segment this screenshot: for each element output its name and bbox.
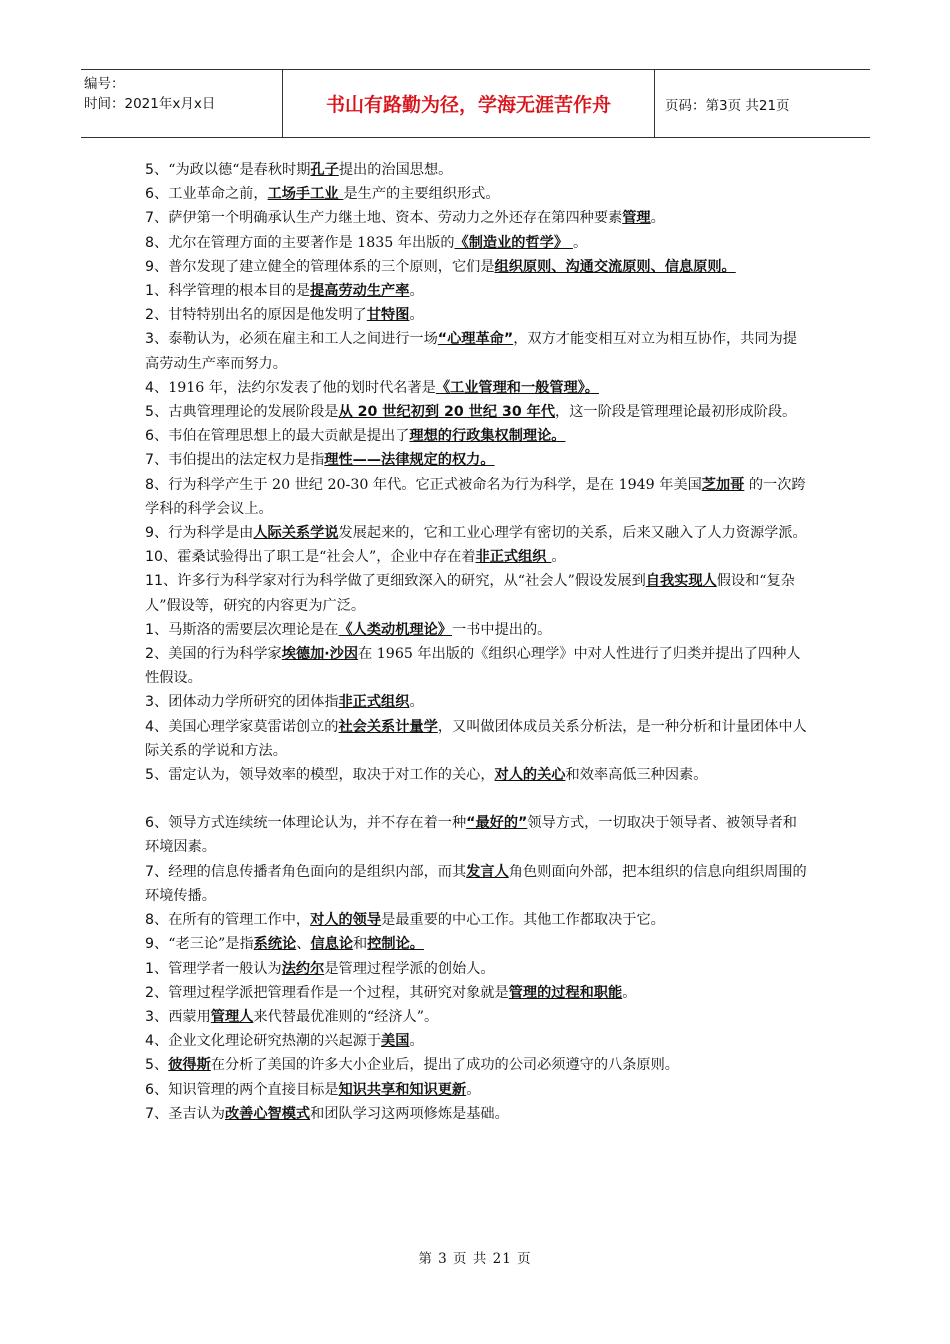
question-text: 假设和“复杂人”假设等，研究的内容更为广泛。: [145, 573, 795, 614]
question-text: 韦伯提出的法定权力是指: [168, 452, 325, 469]
answer-text: 理性——法律规定的权力。: [324, 452, 495, 469]
question-item: [145, 279, 810, 303]
question-item: [145, 158, 810, 182]
question-text: ，这一阶段是管理理论最初形成阶段。: [555, 404, 797, 421]
question-text: 在分析了美国的许多大小企业后，提出了成功的公司必须遵守的八条原则。: [210, 1057, 679, 1074]
question-item: [145, 424, 810, 448]
item-number: 2、: [145, 307, 169, 324]
question-text: 普尔发现了建立健全的管理体系的三个原则，它们是: [168, 258, 495, 275]
question-item: [145, 811, 810, 859]
answer-text: 管理人: [210, 1008, 254, 1025]
item-number: 8、: [145, 234, 169, 251]
question-item: [145, 957, 810, 981]
question-text: 角色则面向外部，把本组织的信息向组织周围的环境传播。: [145, 863, 807, 904]
question-item: [145, 473, 810, 521]
question-item: [145, 400, 810, 424]
header-meta: [81, 70, 282, 137]
item-number: 1、: [145, 283, 169, 300]
answer-text: 《制造业的哲学》: [454, 234, 573, 251]
item-number: 3、: [145, 1008, 169, 1025]
answer-text: “心理革命”: [437, 331, 514, 348]
blank-line: [145, 787, 810, 811]
question-text: 领导方式连续统一体理论认为，并不存在着一种: [168, 815, 467, 832]
question-item: [145, 690, 810, 714]
question-item: [145, 618, 810, 642]
question-item: [145, 1005, 810, 1029]
item-number: 1、: [145, 960, 169, 977]
item-number: 6、: [145, 186, 169, 203]
answer-text: 《人类动机理论》: [338, 621, 452, 638]
answer-text: 《工业管理和一般管理》。: [435, 379, 599, 396]
question-text: 。: [622, 984, 637, 1001]
question-item: [145, 932, 810, 956]
answer-text: 甘特图: [366, 307, 410, 324]
question-text: 韦伯在管理思想上的最大贡献是提出了: [168, 428, 410, 445]
question-text: ，双方才能变相互对立为相互协作，共同为提高劳动生产率而努力。: [145, 331, 797, 372]
header-motto: 书山有路勤为径，学海无涯苦作舟: [282, 70, 655, 137]
question-item: [145, 715, 810, 763]
question-text: 管理学者一般认为: [168, 960, 282, 977]
question-item: [145, 1029, 810, 1053]
question-text: 西蒙用: [168, 1008, 211, 1025]
page-header: [81, 69, 870, 138]
question-text: 。: [551, 549, 566, 566]
question-item: [145, 545, 810, 569]
question-text: 提出的治国思想。: [338, 162, 453, 178]
question-text: 霍桑试验得出了职工是“社会人”，企业中存在着: [177, 549, 476, 566]
question-text: “为政以德“是春秋时期: [168, 162, 311, 178]
document-time-label: 时间：2021年x月x日: [84, 96, 216, 112]
question-text: 是最重要的中心工作。其他工作都取决于它。: [381, 912, 665, 929]
answer-text: 芝加哥: [701, 476, 745, 493]
answer-text: 法约尔: [281, 960, 325, 977]
question-text: 许多行为科学家对行为科学做了更细致深入的研究，从“社会人”假设发展到: [177, 573, 646, 590]
answer-text: 发言人: [466, 863, 509, 880]
question-text: 。: [466, 1081, 481, 1098]
item-number: 3、: [145, 331, 169, 348]
question-text: 一书中提出的。: [452, 621, 552, 638]
question-text: 团体动力学所研究的团体指: [168, 694, 339, 711]
question-text: 雷定认为，领导效率的模型，取决于对工作的关心，: [168, 767, 495, 784]
question-text: 行为科学是由: [168, 525, 254, 542]
question-text: 是管理过程学派的创始人。: [324, 960, 495, 977]
item-number: 5、: [145, 404, 169, 421]
answer-text: 系统论: [253, 936, 297, 953]
item-number: 1、: [145, 621, 169, 638]
answer-text: 对人的领导: [310, 912, 382, 929]
question-text: 行为科学产生于 20 世纪 20-30 年代。它正式被命名为行为科学，是在 1949 年美国: [168, 476, 702, 493]
item-number: 2、: [145, 984, 169, 1001]
page-footer: 第 3 页 共 21 页: [418, 1251, 532, 1267]
question-text: 马斯洛的需要层次理论是在: [168, 621, 339, 638]
document-number-label: 编号：: [84, 76, 125, 92]
question-item: [145, 182, 810, 206]
question-item: [145, 1053, 810, 1077]
question-text: 。: [650, 210, 665, 227]
question-item: [145, 569, 810, 617]
answer-text: 控制论。: [367, 936, 424, 953]
answer-text: 工场手工业: [267, 186, 344, 203]
item-number: 3、: [145, 694, 169, 711]
item-number: 4、: [145, 379, 169, 396]
answer-text: 理想的行政集权制理论。: [409, 428, 566, 445]
question-text: “老三论”是指: [168, 936, 254, 953]
question-item: [145, 860, 810, 908]
question-text: 美国心理学家莫雷诺创立的: [168, 718, 339, 735]
item-number: 6、: [145, 428, 169, 445]
item-number: 4、: [145, 1033, 169, 1050]
item-number: 8、: [145, 476, 169, 493]
question-text: 萨伊第一个明确承认生产力继土地、资本、劳动力之外还存在第四种要素: [168, 210, 623, 227]
question-text: 知识管理的两个直接目标是: [168, 1081, 339, 1098]
answer-text: 人际关系学说: [253, 525, 339, 542]
answer-text: 信息论: [310, 936, 354, 953]
item-number: 7、: [145, 210, 169, 227]
answer-text: 管理的过程和职能: [508, 984, 623, 1001]
question-text: 在所有的管理工作中，: [168, 912, 311, 929]
question-text: 工业革命之前，: [168, 186, 268, 203]
item-number: 6、: [145, 815, 169, 832]
item-number: 9、: [145, 525, 169, 542]
item-number: 4、: [145, 718, 169, 735]
question-text: 泰勒认为，必须在雇主和工人之间进行一场: [168, 331, 438, 348]
answer-text: 自我实现人: [645, 573, 717, 590]
question-text: 经理的信息传播者角色面向的是组织内部，而其: [168, 863, 467, 880]
question-item: [145, 521, 810, 545]
item-number: 9、: [145, 936, 169, 953]
question-text: 在 1965 年出版的《组织心理学》中对人性进行了归类并提出了四种人性假设。: [145, 646, 801, 687]
item-number: 7、: [145, 452, 169, 469]
item-number: 5、: [145, 767, 169, 784]
question-item: [145, 642, 810, 690]
answer-text: 提高劳动生产率: [310, 283, 410, 300]
question-item: [145, 376, 810, 400]
question-text: 和: [353, 936, 368, 953]
question-text: 的一次跨学科的科学会议上。: [145, 476, 806, 517]
question-item: [145, 303, 810, 327]
item-number: 9、: [145, 258, 169, 275]
document-body: [145, 158, 810, 1126]
question-text: 管理过程学派把管理看作是一个过程，其研究对象就是: [168, 984, 509, 1001]
item-number: 5、: [145, 1057, 169, 1074]
question-text: 圣吉认为: [168, 1105, 225, 1122]
answer-text: 非正式组织: [475, 549, 552, 566]
question-text: 。: [409, 1033, 424, 1050]
question-item: [145, 448, 810, 472]
answer-text: 管理: [622, 210, 651, 227]
question-item: [145, 763, 810, 787]
question-item: [145, 908, 810, 932]
item-number: 7、: [145, 1105, 169, 1122]
item-number: 6、: [145, 1081, 169, 1098]
question-text: 发展起来的，它和工业心理学有密切的关系，后来又融入了人力资源学派。: [338, 525, 807, 542]
item-number: 2、: [145, 646, 169, 663]
question-text: 。: [573, 234, 588, 251]
answer-text: 从 20 世纪初到 20 世纪 30 年代: [338, 404, 556, 421]
answer-text: 社会关系计量学: [338, 718, 438, 735]
question-text: 。: [409, 283, 424, 300]
question-item: [145, 255, 810, 279]
question-text: 是生产的主要组织形式。: [343, 186, 500, 203]
question-text: 和团队学习这两项修炼是基础。: [310, 1105, 509, 1122]
item-number: 10、: [145, 549, 178, 566]
answer-text: 非正式组织: [338, 694, 410, 711]
answer-text: 组织原则、沟通交流原则、信息原则。: [494, 258, 736, 275]
question-text: 和效率高低三种因素。: [565, 767, 708, 784]
answer-text: 改善心智模式: [224, 1105, 311, 1122]
question-item: [145, 206, 810, 230]
question-text: 领导方式，一切取决于领导者、被领导者和环境因素。: [145, 815, 797, 856]
question-text: 美国的行为科学家: [168, 646, 282, 663]
answer-text: “最好的”: [466, 815, 528, 832]
answer-text: 孔子: [310, 162, 339, 178]
answer-text: 对人的关心: [494, 767, 566, 784]
question-text: 甘特特别出名的原因是他发明了: [168, 307, 367, 324]
question-text: ，又叫做团体成员关系分析法，是一种分析和计量团体中人际关系的学说和方法。: [145, 718, 807, 759]
header-page-number: 页码：第3页 共21页: [665, 97, 790, 114]
question-text: 、: [296, 936, 311, 953]
answer-text: 埃德加·沙因: [281, 646, 359, 663]
answer-text: 彼得斯: [168, 1057, 211, 1074]
item-number: 7、: [145, 863, 169, 880]
question-item: [145, 327, 810, 375]
question-text: 科学管理的根本目的是: [168, 283, 311, 300]
question-item: [145, 1078, 810, 1102]
question-item: [145, 231, 810, 255]
item-number: 5、: [145, 162, 169, 178]
question-text: 尤尔在管理方面的主要著作是 1835 年出版的: [168, 234, 455, 251]
question-text: 古典管理理论的发展阶段是: [168, 404, 339, 421]
question-item: [145, 1102, 810, 1126]
question-text: 。: [409, 307, 424, 324]
question-text: 企业文化理论研究热潮的兴起源于: [168, 1033, 382, 1050]
question-text: 1916 年，法约尔发表了他的划时代名著是: [168, 379, 436, 396]
item-number: 8、: [145, 912, 169, 929]
question-text: 。: [409, 694, 424, 711]
item-number: 11、: [145, 573, 178, 590]
answer-text: 知识共享和知识更新: [338, 1081, 467, 1098]
question-text: 来代替最优准则的“经济人”。: [253, 1008, 439, 1025]
question-item: [145, 981, 810, 1005]
answer-text: 美国: [381, 1033, 410, 1050]
